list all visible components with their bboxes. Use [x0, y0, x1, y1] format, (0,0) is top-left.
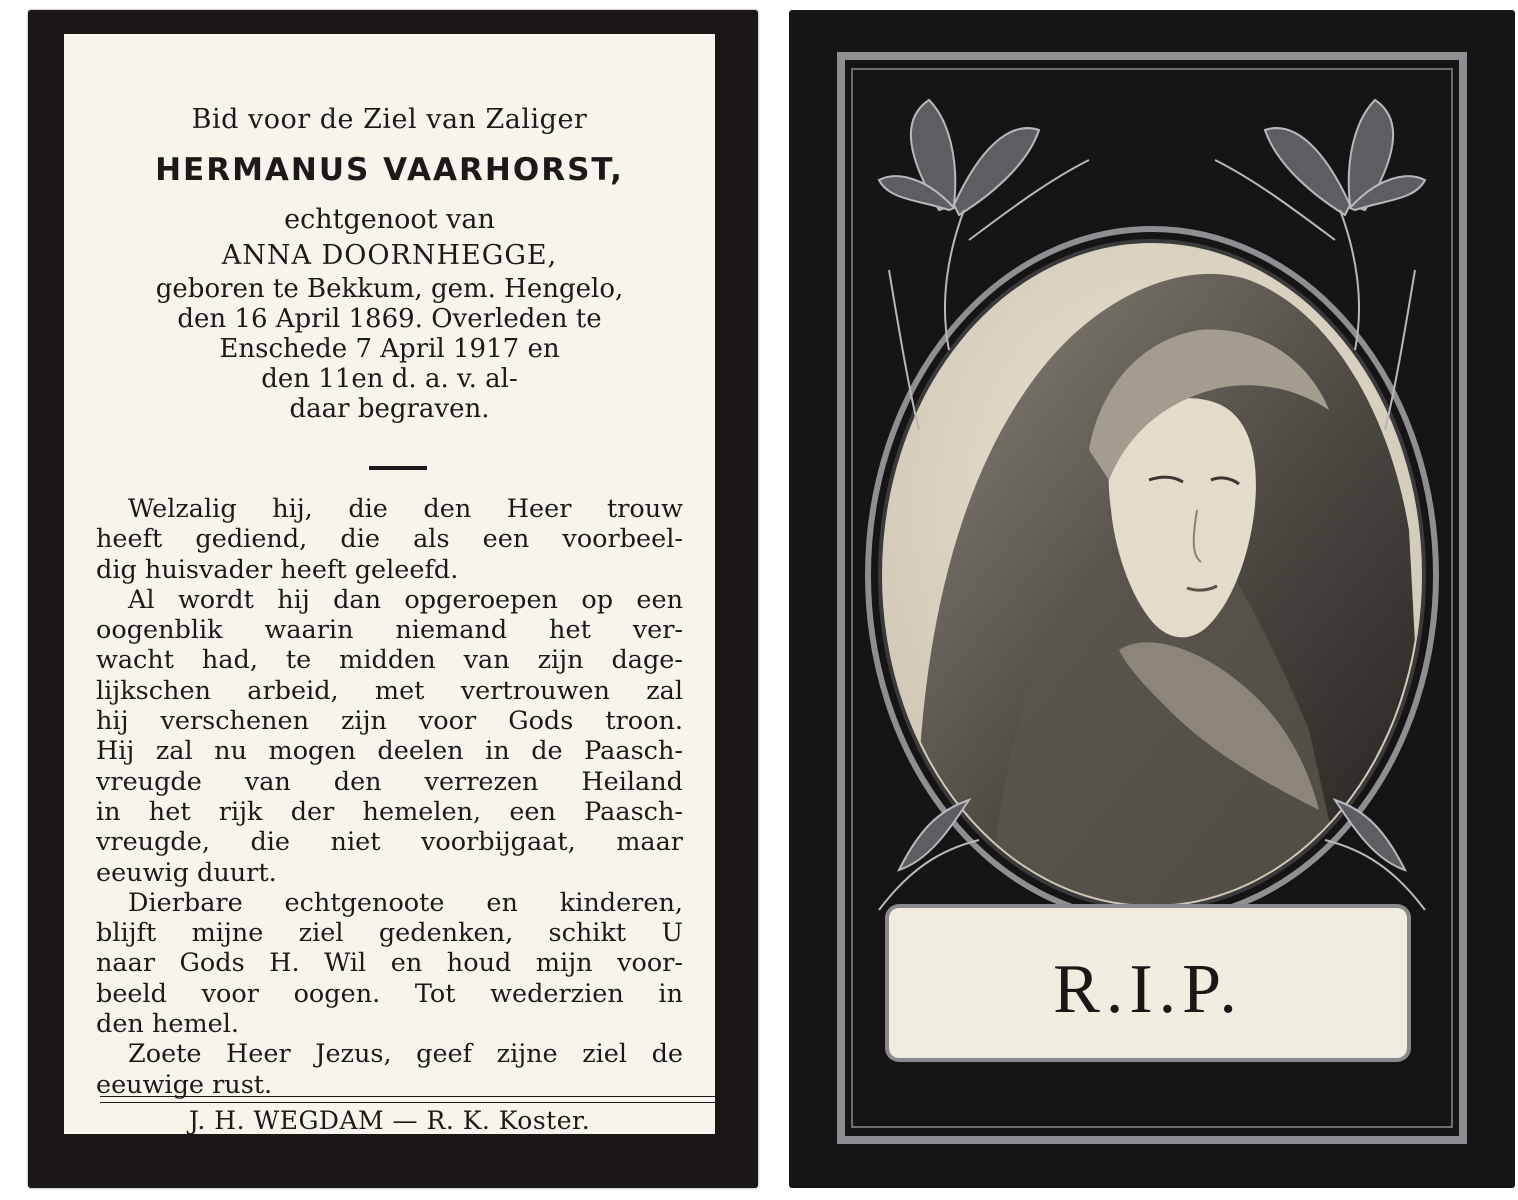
- bio-line: den 16 April 1869. Overleden te: [177, 304, 602, 334]
- prayer-line: den hemel.: [96, 1009, 239, 1040]
- spouse-of-line: echtgenoot van: [284, 204, 495, 235]
- prayer-line: naar Gods H. Wil en houd mijn voor-: [96, 948, 683, 979]
- rip-text: R.I.P.: [1053, 951, 1243, 1028]
- footer-rule: [100, 1096, 715, 1103]
- bio-line: den 11en d. a. v. al-: [261, 364, 518, 394]
- bio-line: geboren te Bekkum, gem. Hengelo,: [155, 274, 624, 304]
- intro-line: Bid voor de Ziel van Zaliger: [191, 104, 588, 135]
- rip-plaque: [889, 908, 1407, 1058]
- printer-credit: J. H. WEGDAM — R. K. Koster.: [188, 1106, 591, 1135]
- deceased-name: HERMANUS VAARHORST,: [155, 152, 624, 188]
- prayer-line: Al wordt hij dan opgeroepen op een: [128, 584, 683, 615]
- prayer-line: Hij zal nu mogen deelen in de Paasch-: [96, 736, 683, 767]
- prayer-line: lijkschen arbeid, met vertrouwen zal: [96, 675, 683, 706]
- prayer-line: Welzalig hij, die den Heer trouw: [128, 494, 683, 524]
- spouse-name: ANNA DOORNHEGGE,: [221, 240, 558, 271]
- separator-rule: [369, 466, 427, 470]
- prayer-line: vreugde van den verrezen Heiland: [96, 766, 683, 797]
- prayer-line: oogenblik waarin niemand het ver-: [96, 615, 683, 646]
- bio-line: daar begraven.: [289, 394, 490, 424]
- prayer-line: eeuwige rust.: [96, 1069, 273, 1100]
- text-panel: [64, 34, 715, 1134]
- prayer-line: wacht had, te midden van zijn dage-: [96, 645, 683, 676]
- prayer-line: eeuwig duurt.: [96, 857, 277, 888]
- prayer-line: dig huisvader heeft geleefd.: [96, 554, 459, 585]
- prayer-line: Zoete Heer Jezus, geef zijne ziel de: [128, 1039, 683, 1070]
- memorial-card-image-side: [789, 10, 1515, 1188]
- prayer-line: Dierbare echtgenoote en kinderen,: [128, 887, 683, 918]
- prayer-line: blijft mijne ziel gedenken, schikt U: [96, 918, 683, 949]
- prayer-line: hij verschenen zijn voor Gods troon.: [96, 706, 683, 737]
- biography: [84, 274, 695, 424]
- bio-line: Enschede 7 April 1917 en: [219, 334, 560, 364]
- prayer-line: vreugde, die niet voorbijgaat, maar: [96, 827, 683, 858]
- prayer-text: [96, 494, 683, 1100]
- memorial-card-text-side: [28, 10, 758, 1188]
- prayer-line: heeft gediend, die als een voorbeel-: [96, 524, 683, 555]
- prayer-line: in het rijk der hemelen, een Paasch-: [96, 796, 683, 827]
- prayer-line: beeld voor oogen. Tot wederzien in: [96, 978, 683, 1009]
